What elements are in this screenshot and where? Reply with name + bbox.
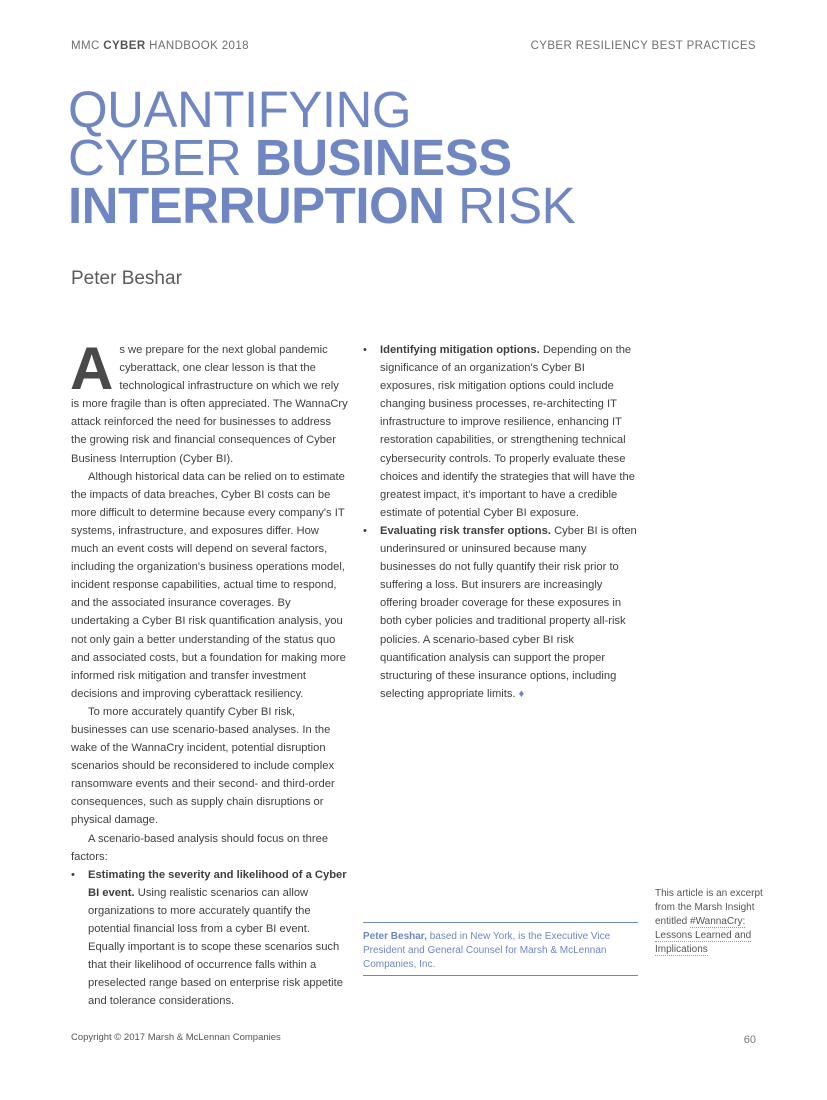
source-note-text: This article is an excerpt from the Marsh Insight entitled bbox=[655, 888, 763, 927]
paragraph-2: Although historical data can be relied on to estimate the impacts of data breaches, Cyber BI costs can be more difficult to determine because every company's IT systems, infrastructure, and exposures differ. How much an event costs will depend on several factors, including the organization's business operations model, incident response capabilities, actual time to respond, and the associated insurance coverages. By undertaking a Cyber BI risk quantification analysis, you not only gain a better understanding of the status quo and associated costs, but a foundation for making more informed risk mitigation and transfer investment decisions and improving cyberattack resiliency. bbox=[71, 470, 346, 700]
bio-text: based in New York, is the Executive Vice President and General Counsel for Marsh & McLennan Companies, Inc. bbox=[363, 931, 611, 970]
bullet-icon: • bbox=[71, 868, 75, 881]
title-bold-2: INTERRUPTION bbox=[68, 177, 445, 234]
bullet-3-text: Cyber BI is often underinsured or uninsured because many businesses do not fully quantify their risk prior to suffering a loss. But insurers are increasingly offering broader coverage for these exposures in both cyber policies and traditional property all-risk policies. A scenario-based cyber BI risk quantification analysis can support the proper structuring of these insurance options, including selecting appropriate limits. bbox=[380, 524, 637, 700]
header-prefix: MMC bbox=[71, 40, 104, 52]
bullet-icon: • bbox=[363, 344, 367, 356]
title-light-2: RISK bbox=[444, 177, 576, 234]
header-suffix: HANDBOOK 2018 bbox=[145, 40, 249, 52]
bullet-icon: • bbox=[363, 524, 367, 537]
paragraph-1 bbox=[70, 335, 349, 468]
paragraph-3: To more accurately quantify Cyber BI risk, businesses can use scenario-based analyses. In the wake of the WannaCry incident, potential disruption scenarios should be reconsidered to include complex ransomware events and their second- and third-order consequences, such as supply chain disruptions or physical damage. bbox=[71, 705, 335, 827]
bullet-item-2 bbox=[363, 341, 638, 522]
body-column-2 bbox=[363, 341, 638, 703]
body-column-1 bbox=[70, 335, 349, 1010]
article-title bbox=[68, 81, 576, 234]
title-line-1: QUANTIFYING bbox=[68, 81, 412, 138]
author-bio bbox=[363, 922, 638, 976]
paragraph-1-text: s we prepare for the next global pandemic cyberattack, one clear lesson is that the technological infrastructure on which we rely is more fragile than is often appreciated. The WannaCry attack reinforced the need for businesses to address the growing risk and financial consequences of Cyber Business Interruption (Cyber BI). bbox=[71, 344, 348, 465]
bio-name: Peter Beshar, bbox=[363, 931, 427, 942]
title-light-1: CYBER bbox=[68, 129, 255, 186]
bullet-2-heading: Identifying mitigation options. bbox=[380, 344, 540, 356]
running-header-left bbox=[71, 40, 249, 52]
bullet-1-text: Using realistic scenarios can allow organizations to more accurately quantify the potential financial loss from a cyber BI event. Equally important is to scope these scenarios such that their likelihood of occurrence falls within a preselected range based on enterprise risk appetite and tolerance considerations. bbox=[88, 886, 343, 1008]
running-header-right: CYBER RESILIENCY BEST PRACTICES bbox=[530, 40, 756, 52]
copyright: Copyright © 2017 Marsh & McLennan Companies bbox=[71, 1032, 281, 1043]
bullet-1-heading: Estimating the severity and likelihood of a Cyber BI event. bbox=[88, 868, 347, 899]
title-bold-1: BUSINESS bbox=[254, 129, 512, 186]
bullet-item-1 bbox=[71, 866, 349, 1011]
drop-cap: A bbox=[70, 335, 114, 402]
bullet-2-text: Depending on the significance of an organization's Cyber BI exposures, risk mitigation options could include changing business processes, re-architecting IT infrastructure to improve resilience, enhancing IT restoration capabilities, or strengthening technical cybersecurity controls. To properly evaluate these choices and identify the strategies that will have the greatest impact, it's important to have a credible estimate of potential Cyber BI exposure. bbox=[380, 344, 635, 519]
source-link[interactable]: #WannaCry: Lessons Learned and Implications bbox=[655, 916, 752, 955]
paragraph-4: A scenario-based analysis should focus on three factors: bbox=[71, 832, 329, 863]
source-note bbox=[655, 887, 765, 957]
end-diamond-icon: ♦ bbox=[518, 687, 525, 700]
header-bold: CYBER bbox=[103, 40, 146, 52]
title-line-3 bbox=[68, 177, 576, 234]
page-number: 60 bbox=[743, 1034, 756, 1046]
title-line-2 bbox=[68, 129, 575, 186]
bullet-3-heading: Evaluating risk transfer options. bbox=[380, 524, 551, 537]
author-name: Peter Beshar bbox=[71, 268, 182, 289]
bullet-item-3 bbox=[363, 522, 638, 703]
